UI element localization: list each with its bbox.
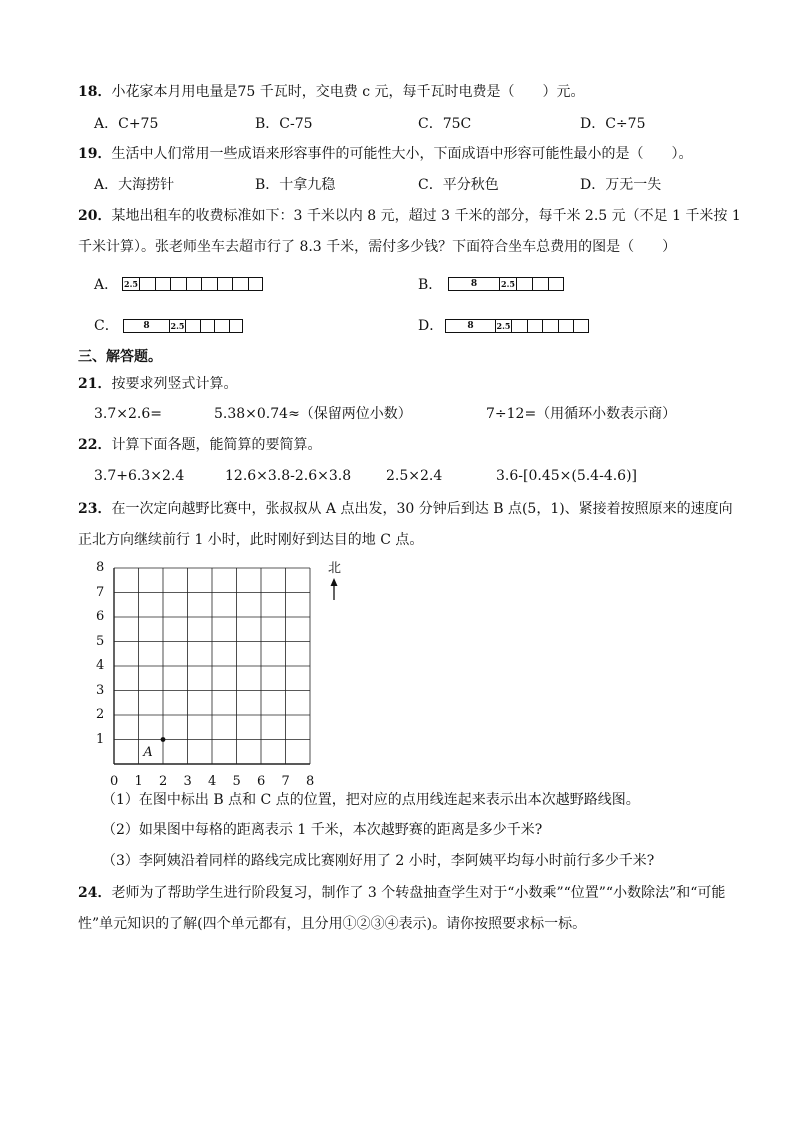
question-number: 22． (78, 437, 112, 453)
question-text: 老师为了帮助学生进行阶段复习，制作了 3 个转盘抽查学生对于“小数乘”“位置”“小数除法”和“可能 (111, 885, 726, 901)
strip-cell (187, 278, 203, 290)
calc-item: 3.7×2.6= (94, 406, 162, 422)
y-tick-label: 5 (96, 633, 105, 649)
sub-question-1: （1）在图中标出 B 点和 C 点的位置，把对应的点用线连起来表示出本次越野路线图。 (102, 792, 640, 808)
question-22 (78, 436, 321, 454)
calc-item: 3.6-[0.45×(5.4-4.6)] (496, 468, 638, 484)
option-a-label: A． (94, 277, 119, 293)
x-tick-label: 6 (257, 774, 266, 789)
x-tick-label: 4 (208, 774, 217, 789)
question-number: 20． (78, 208, 112, 224)
strip-cell: 2.5 (170, 321, 185, 331)
y-tick-label: 8 (96, 560, 105, 575)
option-c: C．75C (418, 116, 472, 132)
section-heading: 三、解答题。 (78, 349, 162, 365)
y-tick-label: 7 (96, 584, 105, 600)
calc-item: 7÷12=（用循环小数表示商） (486, 406, 677, 422)
question-23-line1 (78, 500, 733, 518)
point-a-dot (161, 737, 166, 742)
option-a: A．C+75 (94, 116, 159, 132)
x-tick-label: 7 (281, 774, 290, 789)
calc-item: 5.38×0.74≈（保留两位小数） (214, 406, 412, 422)
option-b: B．十拿九稳 (255, 177, 336, 193)
option-a: A．大海捞针 (94, 177, 175, 193)
fare-strip-c (123, 319, 243, 333)
sub-question-2: （2）如果图中每格的距离表示 1 千米，本次越野赛的距离是多少千米? (102, 822, 543, 838)
strip-cell (230, 320, 243, 332)
strip-cell (517, 278, 533, 290)
strip-cell (533, 278, 549, 290)
y-tick-label: 2 (96, 707, 105, 722)
question-20-line2: 千米计算）。张老师坐车去超市行了 8.3 千米，需付多少钱？下面符合坐车总费用的图是（ ） (78, 239, 677, 255)
y-tick-label: 3 (96, 682, 105, 698)
calc-item: 3.7+6.3×2.4 (94, 468, 185, 484)
question-number: 19． (78, 146, 112, 162)
strip-cell (140, 278, 156, 290)
strip-cell (186, 320, 201, 332)
strip-cell (559, 320, 575, 332)
x-tick-label: 3 (183, 774, 192, 789)
question-number: 18． (78, 84, 112, 100)
question-number: 23． (78, 501, 112, 517)
question-23-line2: 正北方向继续前行 1 小时，此时刚好到达目的地 C 点。 (78, 532, 424, 548)
option-b-label: B． (418, 277, 443, 293)
strip-cell (543, 320, 559, 332)
strip-cell (528, 320, 544, 332)
strip-cell: 2.5 (123, 278, 140, 290)
x-tick-label: 1 (134, 774, 143, 789)
question-21 (78, 375, 237, 393)
question-number: 21． (78, 376, 112, 392)
option-b: B．C-75 (255, 116, 313, 132)
x-tick-label: 5 (232, 774, 241, 789)
strip-cell: 2.5 (496, 321, 511, 331)
strip-cell: 8 (449, 278, 500, 290)
strip-cell (233, 278, 249, 290)
option-d: D．万无一失 (580, 177, 662, 193)
x-tick-label: 8 (306, 774, 315, 789)
strip-cell (201, 320, 216, 332)
fare-strip-d (445, 319, 589, 333)
north-label: 北 (328, 561, 342, 576)
strip-cell (202, 278, 218, 290)
north-arrow-icon (331, 578, 338, 586)
question-text: 按要求列竖式计算。 (111, 376, 238, 392)
strip-cell (512, 320, 528, 332)
question-24-line1 (78, 884, 725, 902)
question-19 (78, 145, 692, 163)
y-tick-label: 1 (96, 731, 105, 747)
question-text: 生活中人们常用一些成语来形容事件的可能性大小，下面成语中形容可能性最小的是（ ）。 (111, 146, 693, 162)
option-d: D．C÷75 (580, 116, 646, 132)
strip-cell (218, 278, 234, 290)
question-text: 在一次定向越野比赛中，张叔叔从 A 点出发，30 分钟后到达 B 点(5，1)、紧接着按照原来的速度向 (111, 501, 733, 517)
strip-cell (171, 278, 187, 290)
x-tick-label: 0 (110, 774, 119, 789)
question-20-line1 (78, 207, 741, 225)
strip-cell (156, 278, 172, 290)
calc-item: 12.6×3.8-2.6×3.8 (225, 468, 352, 484)
strip-cell: 2.5 (500, 278, 517, 290)
fare-strip-a (122, 277, 263, 291)
question-text: 小花家本月用电量是75 千瓦时，交电费 c 元，每千瓦时电费是（ ）元。 (111, 84, 585, 100)
strip-cell: 8 (124, 320, 170, 332)
strip-cell (249, 278, 263, 290)
sub-question-3: （3）李阿姨沿着同样的路线完成比赛刚好用了 2 小时，李阿姨平均每小时前行多少千米? (102, 853, 655, 869)
y-tick-label: 4 (96, 658, 105, 673)
option-d-label: D． (418, 318, 444, 334)
strip-cell (574, 320, 588, 332)
strip-cell (215, 320, 230, 332)
coordinate-grid (90, 556, 350, 788)
y-tick-label: 6 (96, 609, 105, 624)
question-24-line2: 性”单元知识的了解(四个单元都有，且分用①②③④表示)。请你按照要求标一标。 (78, 916, 587, 932)
calc-item: 2.5×2.4 (386, 468, 443, 484)
option-c-label: C． (94, 318, 119, 334)
fare-strip-b (448, 277, 564, 291)
strip-cell: 8 (446, 320, 496, 332)
x-tick-label: 2 (159, 774, 168, 789)
point-a-label: A (143, 744, 153, 760)
option-c: C．平分秋色 (418, 177, 499, 193)
question-text: 计算下面各题，能简算的要简算。 (111, 437, 322, 453)
question-text: 某地出租车的收费标准如下：3 千米以内 8 元，超过 3 千米的部分，每千米 2.5 元（不足 1 千米按 1 (111, 208, 741, 224)
strip-cell (549, 278, 563, 290)
question-18 (78, 83, 585, 101)
question-number: 24． (78, 885, 112, 901)
